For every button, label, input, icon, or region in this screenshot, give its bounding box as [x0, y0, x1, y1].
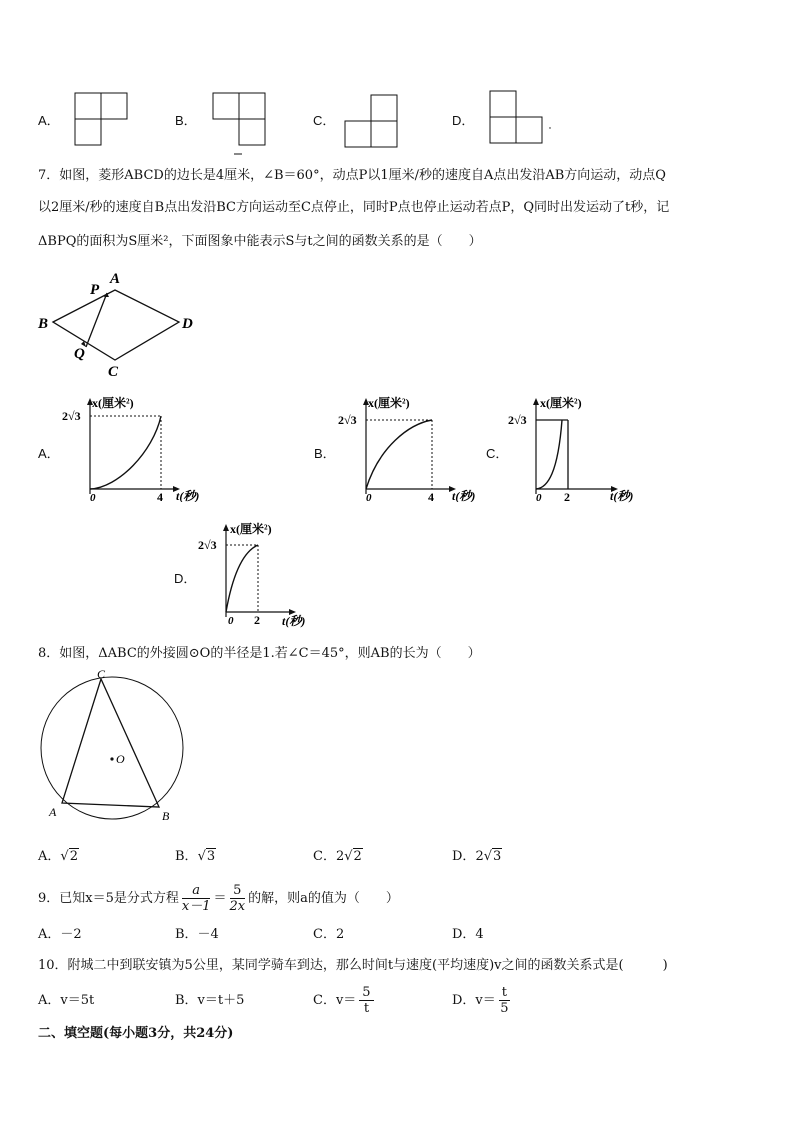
q9-rhs-fraction	[230, 883, 246, 914]
q6-option-b-figure	[212, 92, 268, 158]
q8-option-b[interactable]	[175, 849, 216, 865]
q6-option-a-figure	[74, 92, 130, 148]
q9-lhs-fraction	[182, 883, 211, 914]
origin-label: 0	[536, 492, 542, 504]
q7-option-a-label[interactable]: A．	[38, 446, 60, 461]
sqrt-sign: √	[60, 849, 69, 864]
option-label: B．	[175, 849, 198, 864]
origin-label: 0	[228, 615, 234, 627]
rhs-numerator: 5	[230, 883, 246, 899]
sqrt-sign: √	[483, 849, 493, 864]
lhs-numerator: a	[182, 883, 211, 899]
xmax-label: 4	[428, 490, 434, 502]
origin-label: 0	[90, 492, 96, 502]
ymax-label: 2√3	[338, 413, 357, 427]
option-coef: 2	[335, 849, 345, 864]
xmax-label: 2	[564, 490, 570, 504]
q6-option-d-label[interactable]: D．	[452, 113, 475, 128]
label-p: P	[90, 282, 100, 298]
q8-stem: 8．如图，ΔABC的外接圆⊙O的半径是1.若∠C＝45°，则AB的长为（ ）	[38, 646, 481, 661]
q8-circle-figure	[36, 668, 196, 828]
sqrt-sign: √	[344, 849, 353, 864]
section2-title: 二、填空题(每小题3分，共24分)	[38, 1026, 234, 1041]
q7-graph-b	[334, 392, 494, 502]
numerator: t	[499, 985, 510, 1001]
rhs-denominator: 2x	[229, 899, 246, 914]
option-radicand: 2	[353, 849, 362, 864]
xlabel: t(秒)	[282, 614, 306, 628]
label-a: A	[49, 805, 57, 819]
equals-sign: ＝	[213, 891, 227, 906]
q6-option-a-label[interactable]: A．	[38, 113, 60, 128]
q10-option-d[interactable]	[452, 982, 513, 1020]
option-coef: 2	[475, 849, 484, 864]
q7-stem-line3: ΔBPQ的面积为S厘米²，下面图象中能表示S与t之间的函数关系的是（ ）	[38, 234, 482, 249]
q7-option-d-label[interactable]: D．	[174, 571, 197, 586]
ymax-label: 2√3	[198, 538, 217, 552]
option-label: C．v＝	[313, 993, 357, 1008]
q8-option-d[interactable]	[452, 849, 502, 865]
origin-label: 0	[366, 492, 372, 502]
xlabel: t(秒)	[610, 489, 634, 503]
option-radicand: 3	[493, 849, 502, 864]
option-label: D．	[452, 849, 476, 864]
label-o: O	[116, 752, 125, 766]
q7-stem-line1: 7．如图，菱形ABCD的边长是4厘米，∠B＝60°，动点P以1厘米/秒的速度自A点出发沿AB方向运动，动点Q	[38, 168, 666, 183]
q7-graph-d	[196, 518, 326, 630]
q9-stem-prefix: 9．已知x＝5是分式方程	[38, 891, 179, 906]
q10-option-a[interactable]: A．v＝5t	[38, 993, 95, 1008]
q6-option-c-figure	[344, 94, 400, 150]
label-b: B	[38, 316, 49, 332]
ymax-label: 2√3	[508, 413, 527, 427]
q9-option-c[interactable]: C．2	[313, 927, 345, 942]
numerator: 5	[359, 985, 373, 1001]
sqrt-sign: √	[197, 849, 206, 864]
option-label: A．	[38, 849, 61, 864]
denominator: t	[363, 1001, 370, 1016]
q9-stem	[38, 880, 399, 918]
option-fraction	[499, 985, 510, 1016]
denominator: 5	[500, 1001, 509, 1016]
q8-option-c[interactable]	[313, 849, 363, 865]
option-fraction	[359, 985, 373, 1016]
label-q: Q	[74, 346, 85, 362]
option-label: D．v＝	[452, 993, 496, 1008]
ylabel: x(厘米²)	[230, 522, 272, 536]
option-label: C．	[313, 849, 336, 864]
option-radicand: 2	[69, 849, 78, 864]
q7-stem-line2: 以2厘米/秒的速度自B点出发沿BC方向运动至C点停止，同时P点也停止运动若点P，Q同时出发运动了t秒，记	[38, 200, 670, 215]
q9-option-b[interactable]: B．－4	[175, 927, 219, 942]
xlabel: t(秒)	[176, 489, 200, 502]
q10-stem: 10．附城二中到联安镇为5公里，某同学骑车到达，那么时间t与速度(平均速度)v之间的函数关系式是( )	[38, 958, 668, 973]
xmax-label: 2	[254, 613, 260, 627]
q9-option-a[interactable]: A．－2	[38, 927, 82, 942]
label-a: A	[110, 271, 121, 287]
label-c: C	[97, 668, 106, 681]
ylabel: x(厘米²)	[368, 396, 410, 410]
label-d: D	[182, 316, 193, 332]
lhs-denominator: x－1	[181, 899, 211, 914]
ymax-label: 2√3	[62, 409, 81, 423]
ylabel: x(厘米²)	[540, 396, 582, 410]
q6-option-b-label[interactable]: B．	[175, 113, 197, 128]
q10-option-c[interactable]	[313, 982, 377, 1020]
q6-option-c-label[interactable]: C．	[313, 113, 336, 128]
xmax-label: 4	[157, 490, 163, 502]
q7-graph-c	[506, 392, 646, 504]
q7-rhombus-figure	[36, 268, 206, 380]
q9-stem-suffix: 的解，则a的值为（ ）	[248, 891, 399, 906]
xlabel: t(秒)	[452, 489, 476, 502]
q7-option-b-label[interactable]: B．	[314, 446, 336, 461]
q9-option-d[interactable]: D．4	[452, 927, 484, 942]
q8-option-a[interactable]	[38, 849, 79, 865]
q7-option-c-label[interactable]: C．	[486, 446, 509, 461]
label-b: B	[162, 809, 170, 823]
ylabel: x(厘米²)	[92, 396, 134, 410]
q6-option-d-figure	[489, 90, 555, 146]
q7-graph-a	[58, 392, 218, 502]
option-radicand: 3	[206, 849, 216, 864]
label-c: C	[108, 364, 119, 380]
q10-option-b[interactable]: B．v＝t＋5	[175, 993, 245, 1008]
